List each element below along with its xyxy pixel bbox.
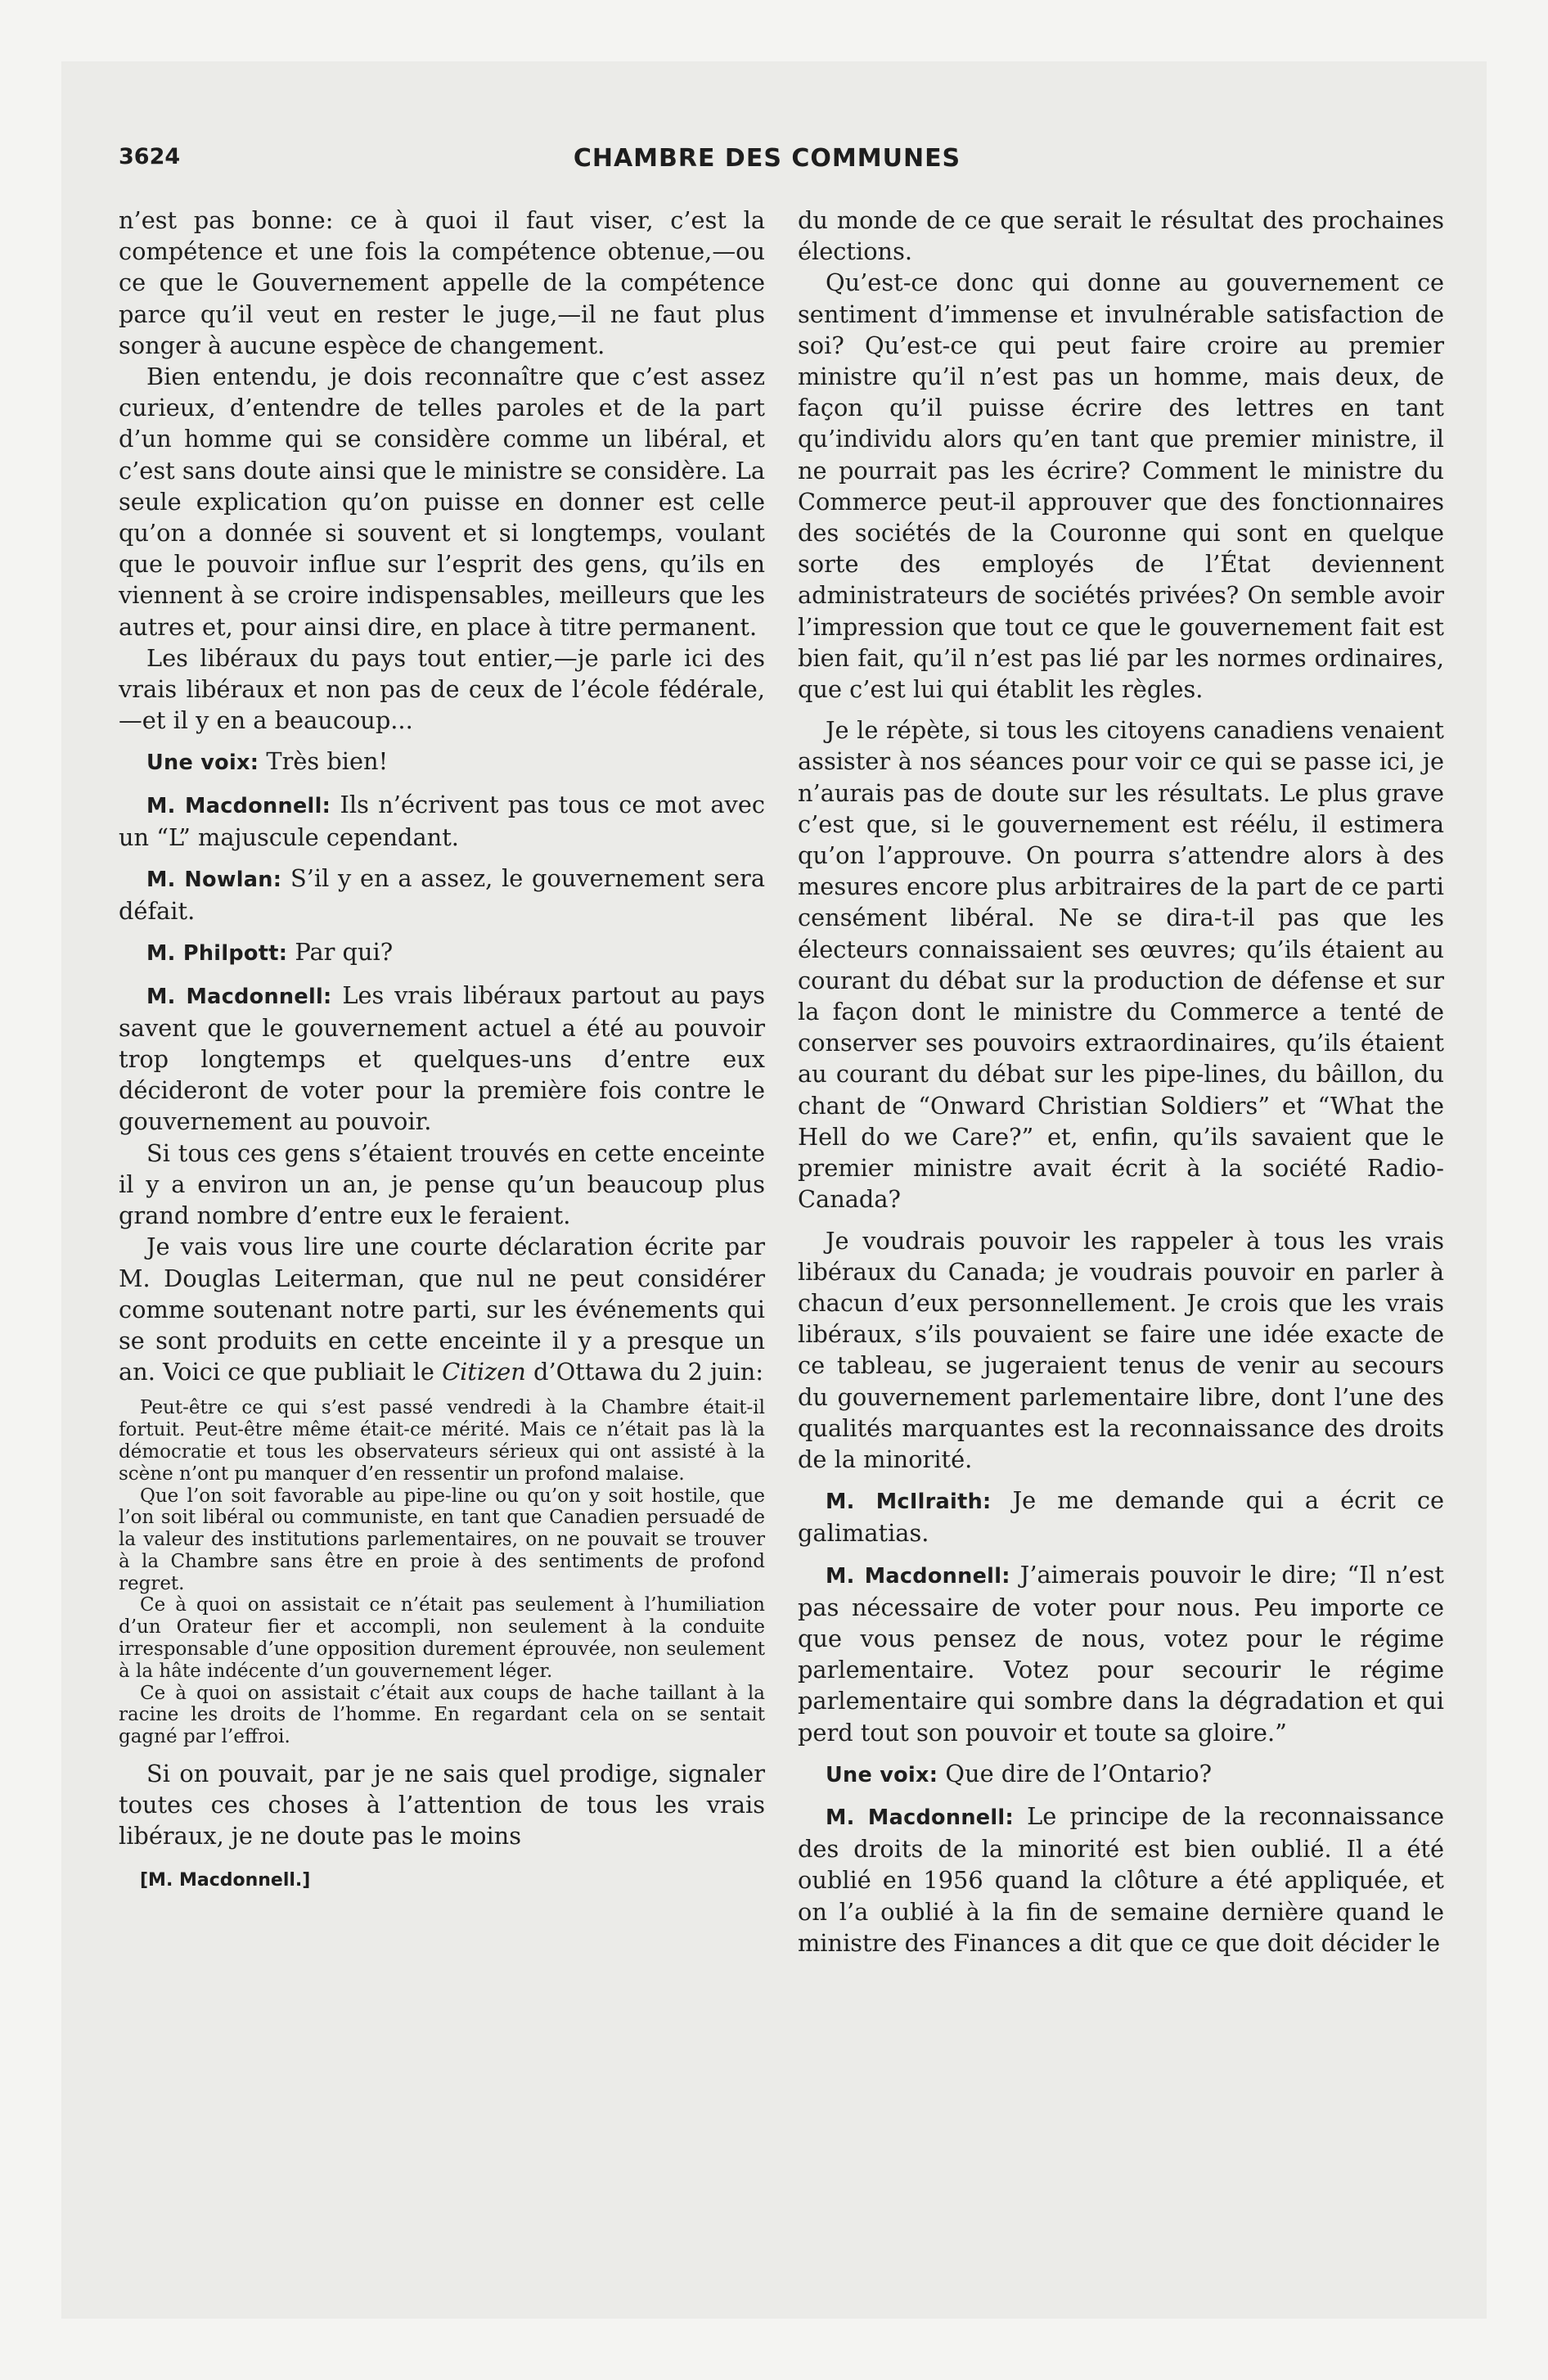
paragraph: Qu’est-ce donc qui donne au gouvernement ce sentiment d’immense et invulnérable satisfaction de soi? Qu’est-ce qui peut faire croire au premier ministre qu’il n’est pas un homme, mais deux, de façon qu’il puisse écrire des lettres en tant qu’individu alors qu’en tant que premier ministre, il ne pourrait pas les écrire? Comment le ministre du Commerce peut-il approuver que des fonctionnaires des sociétés de la Couronne qui sont en quelque sorte des employés de l’État deviennent administrateurs de sociétés privées? On semble avoir l’impression que tout ce que le gouvernement fait est bien fait, qu’il n’est pas lié par les normes ordinaires, que c’est lui qui établit les règles.: [798, 268, 1444, 704]
speech-text: Très bien!: [266, 747, 389, 776]
left-column: [119, 205, 765, 2251]
speech-text: Que dire de l’Ontario?: [945, 1759, 1213, 1787]
block-quote: Ce à quoi on assistait ce n’était pas seulement à l’humiliation d’un Orateur fier et accompli, non seulement à la conduite irresponsable d’une opposition durement éprouvée, non seulement à la hâte indécente d’un gouvernement léger.: [119, 1594, 765, 1682]
speech: [119, 936, 765, 969]
paragraph: n’est pas bonne: ce à quoi il faut viser, c’est la compétence et une fois la compétence obtenue,—ou ce que le Gouvernement appelle de la compétence parce qu’il veut en rester le juge,—il ne faut plus songer à aucune espèce de changement.: [119, 206, 765, 359]
paragraph: Les libéraux du pays tout entier,—je parle ici des vrais libéraux et non pas de ceux de l’école fédérale,—et il y en a beaucoup...: [119, 643, 765, 735]
speech: [798, 1801, 1444, 1959]
newspaper-title: Citizen: [442, 1358, 526, 1386]
page-header: [119, 144, 1415, 182]
paragraph: Bien entendu, je dois reconnaître que c’est assez curieux, d’entendre de telles paroles et de la part d’un homme qui se considère comme un libéral, et c’est sans doute ainsi que le ministre se considère. La seule explication qu’on puisse en donner est celle qu’on a donnée si souvent et si longtemps, voulant que le pouvoir influe sur l’esprit des gens, qu’ils en viennent à se croire indispensables, meilleurs que les autres et, pour ainsi dire, en place à titre permanent.: [119, 363, 765, 641]
running-title: CHAMBRE DES COMMUNES: [573, 144, 961, 173]
speaker-name: M. Macdonnell:: [826, 1563, 1010, 1589]
speech: [798, 1758, 1444, 1791]
speech: [798, 1559, 1444, 1748]
paragraph: Je voudrais pouvoir les rappeler à tous les vrais libéraux du Canada; je voudrais pouvoir en parler à chacun d’eux personnellement. Je crois que les vrais libéraux, s’ils pouvaient se faire une idée exacte de ce tableau, se jugeraient tenus de venir au secours du gouvernement parlementaire libre, dont l’une des qualités marquantes est la reconnaissance des droits de la minorité.: [798, 1226, 1444, 1473]
speech-text: Le principe de la reconnaissance des droits de la minorité est bien oublié. Il a été oublié en 1956 quand la clôture a été appliquée, et on l’a oublié à la fin de semaine dernière quand le ministre des Finances a dit que ce que doit décider le: [798, 1801, 1444, 1957]
speaker-name: M. Nowlan:: [146, 868, 282, 893]
block-quote: Que l’on soit favorable au pipe-line ou qu’on y soit hostile, que l’on soit libéral ou communiste, en tant que Canadien persuadé de la valeur des institutions parlementaires, on ne pouvait se trouver à la Chambre sans être en proie à des sentiments de profond regret.: [119, 1485, 765, 1594]
paragraph: du monde de ce que serait le résultat des prochaines élections.: [798, 206, 1444, 266]
speaker-name: M. Macdonnell:: [146, 984, 332, 1009]
right-column: [798, 205, 1444, 2251]
page-number: 3624: [119, 144, 181, 169]
speaker-attribution: [M. Macdonnell.]: [140, 1869, 311, 1891]
paragraph-text: d’Ottawa du 2 juin:: [533, 1358, 764, 1386]
paragraph: Si tous ces gens s’étaient trouvés en cette enceinte il y a environ un an, je pense qu’un beaucoup plus grand nombre d’entre eux le feraient.: [119, 1138, 765, 1230]
speaker-name: M. Macdonnell:: [826, 1805, 1014, 1830]
speaker-name: M. Macdonnell:: [146, 793, 331, 818]
speech: [119, 789, 765, 853]
speech-text: S’il y en a assez, le gouvernement sera défait.: [119, 864, 765, 926]
speaker-name: Une voix:: [146, 751, 259, 776]
speaker-name: M. Philpott:: [146, 941, 288, 967]
speech: [119, 746, 765, 778]
paragraph-text: Je vais vous lire une courte déclaration écrite par M. Douglas Leiterman, que nul ne peut considérer comme soutenant notre parti, sur les événements qui se sont produits en cette enceinte il y a presque un an. Voici ce que publiait le: [119, 1233, 765, 1386]
speech: [119, 980, 765, 1138]
block-quote: Peut-être ce qui s’est passé vendredi à la Chambre était-il fortuit. Peut-être même était-ce mérité. Mais ce n’était pas là la démocratie et tous les observateurs sérieux qui ont assisté à la scène n’ont pu manquer d’en ressentir un profond malaise.: [119, 1397, 765, 1485]
speech-text: Je me demande qui a écrit ce galimatias.: [798, 1486, 1445, 1548]
speech-text: Ils n’écrivent pas tous ce mot avec un “L” majuscule cependant.: [119, 790, 765, 851]
paragraph: Si on pouvait, par je ne sais quel prodige, signaler toutes ces choses à l’attention de tous les vrais libéraux, je ne doute pas le moins: [119, 1760, 765, 1850]
speech-text: J’aimerais pouvoir le dire; “Il n’est pas nécessaire de voter pour nous. Peu importe ce que vous pensez de nous, votez pour le régime parlementaire. Votez pour secourir le régime parlementaire qui sombre dans la dégradation et qui perd tout son pouvoir et toute sa gloire.”: [798, 1560, 1444, 1747]
speech: [798, 1485, 1444, 1548]
speaker-name: M. McIlraith:: [826, 1490, 992, 1515]
speaker-name: Une voix:: [826, 1762, 938, 1787]
paragraph: Je le répète, si tous les citoyens canadiens venaient assister à nos séances pour voir ce qui se passe ici, je n’aurais pas de doute sur les résultats. Le plus grave c’est que, si le gouvernement est réélu, il estimera qu’on l’approuve. On pourra s’attendre alors à des mesures encore plus arbitraires de la part de ce parti censément libéral. Ne se dira-t-il pas que les électeurs connaissaient ses œuvres; qu’ils étaient au courant du débat sur la production de défense et sur la façon dont le ministre du Commerce a tenté de conserver ses pouvoirs extraordinaires, qu’ils étaient au courant du débat sur les pipe-lines, du bâillon, du chant de “Onward Christian Soldiers” et “What the Hell do we Care?” et, enfin, qu’ils savaient que le premier ministre avait écrit à la société Radio-Canada?: [798, 716, 1444, 1214]
paragraph: [119, 1231, 765, 1387]
block-quote: Ce à quoi on assistait c’était aux coups de hache taillant à la racine les droits de l’homme. En regardant cela on se sentait gagné par l’effroi.: [119, 1682, 765, 1748]
speech-text: Les vrais libéraux partout au pays savent que le gouvernement actuel a été au pouvoir trop longtemps et quelques-uns d’entre eux décideront de voter pour la première fois contre le gouvernement au pouvoir.: [119, 980, 765, 1136]
speech: [119, 863, 765, 926]
speech-text: Par qui?: [295, 938, 394, 967]
